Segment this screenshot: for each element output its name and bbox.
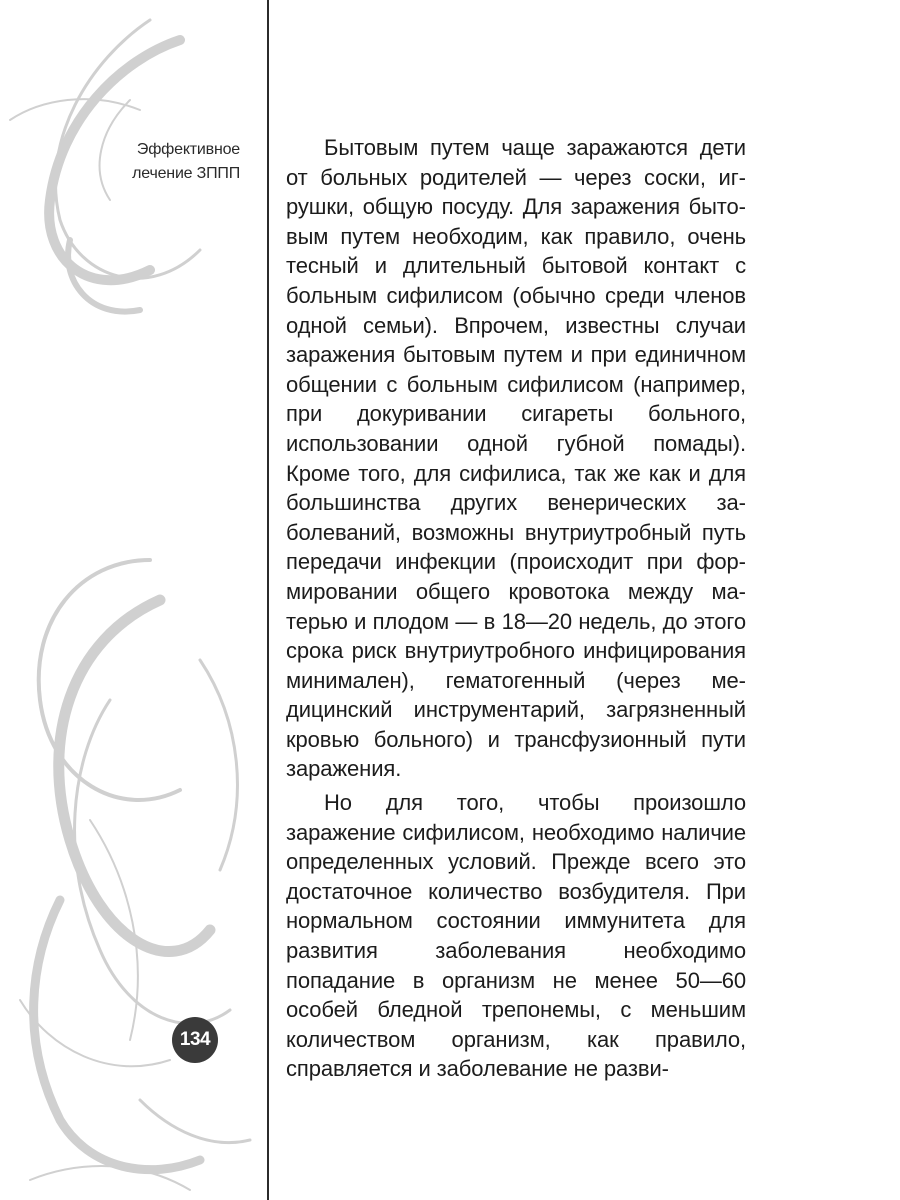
paragraph-1: Бытовым путем чаще заражаются дети от больных родителей — через соски, игрушки, общую посуду. Для заражения бытовым путем необходим, как правило, очень тесный и длительный бытовой контакт с больным сифилисом (обычно среди членов одной семьи). Впрочем, известны случаи заражения бытовым путем и при единичном общении с больным сифилисом (например, при докуривании сигареты больного, использовании одной губной помады). Кроме того, для сифилиса, так же как и для большинства других венерических заболеваний, возможны внутриутробный путь передачи инфекции (происходит при формировании общего кровотока между матерью и плодом — в 18—20 недель, до этого срока риск внутриутробного инфицирования минимален), гематогенный (через медицинский инструментарий, загрязненный кровью больного) и трансфузионный пути заражения. [286,135,746,782]
page-number-badge: 134 [172,1017,218,1063]
page-divider-line [267,0,269,1200]
running-header-line-2: лечение ЗППП [132,165,240,182]
body-text [286,133,746,1088]
paragraph-2: Но для того, чтобы произошло заражение сифилисом, необходимо наличие определенных условий. Прежде всего это достаточное количество возбудителя. При нормальном состоянии иммунитета для развития заболевания необходимо попадание в организм не менее 50—60 особей бледной трепонемы, с меньшим количеством организм, как правило, справляется и заболевание не разви- [286,790,746,1082]
running-header-line-1: Эффективное [136,141,240,158]
running-header [40,138,240,186]
